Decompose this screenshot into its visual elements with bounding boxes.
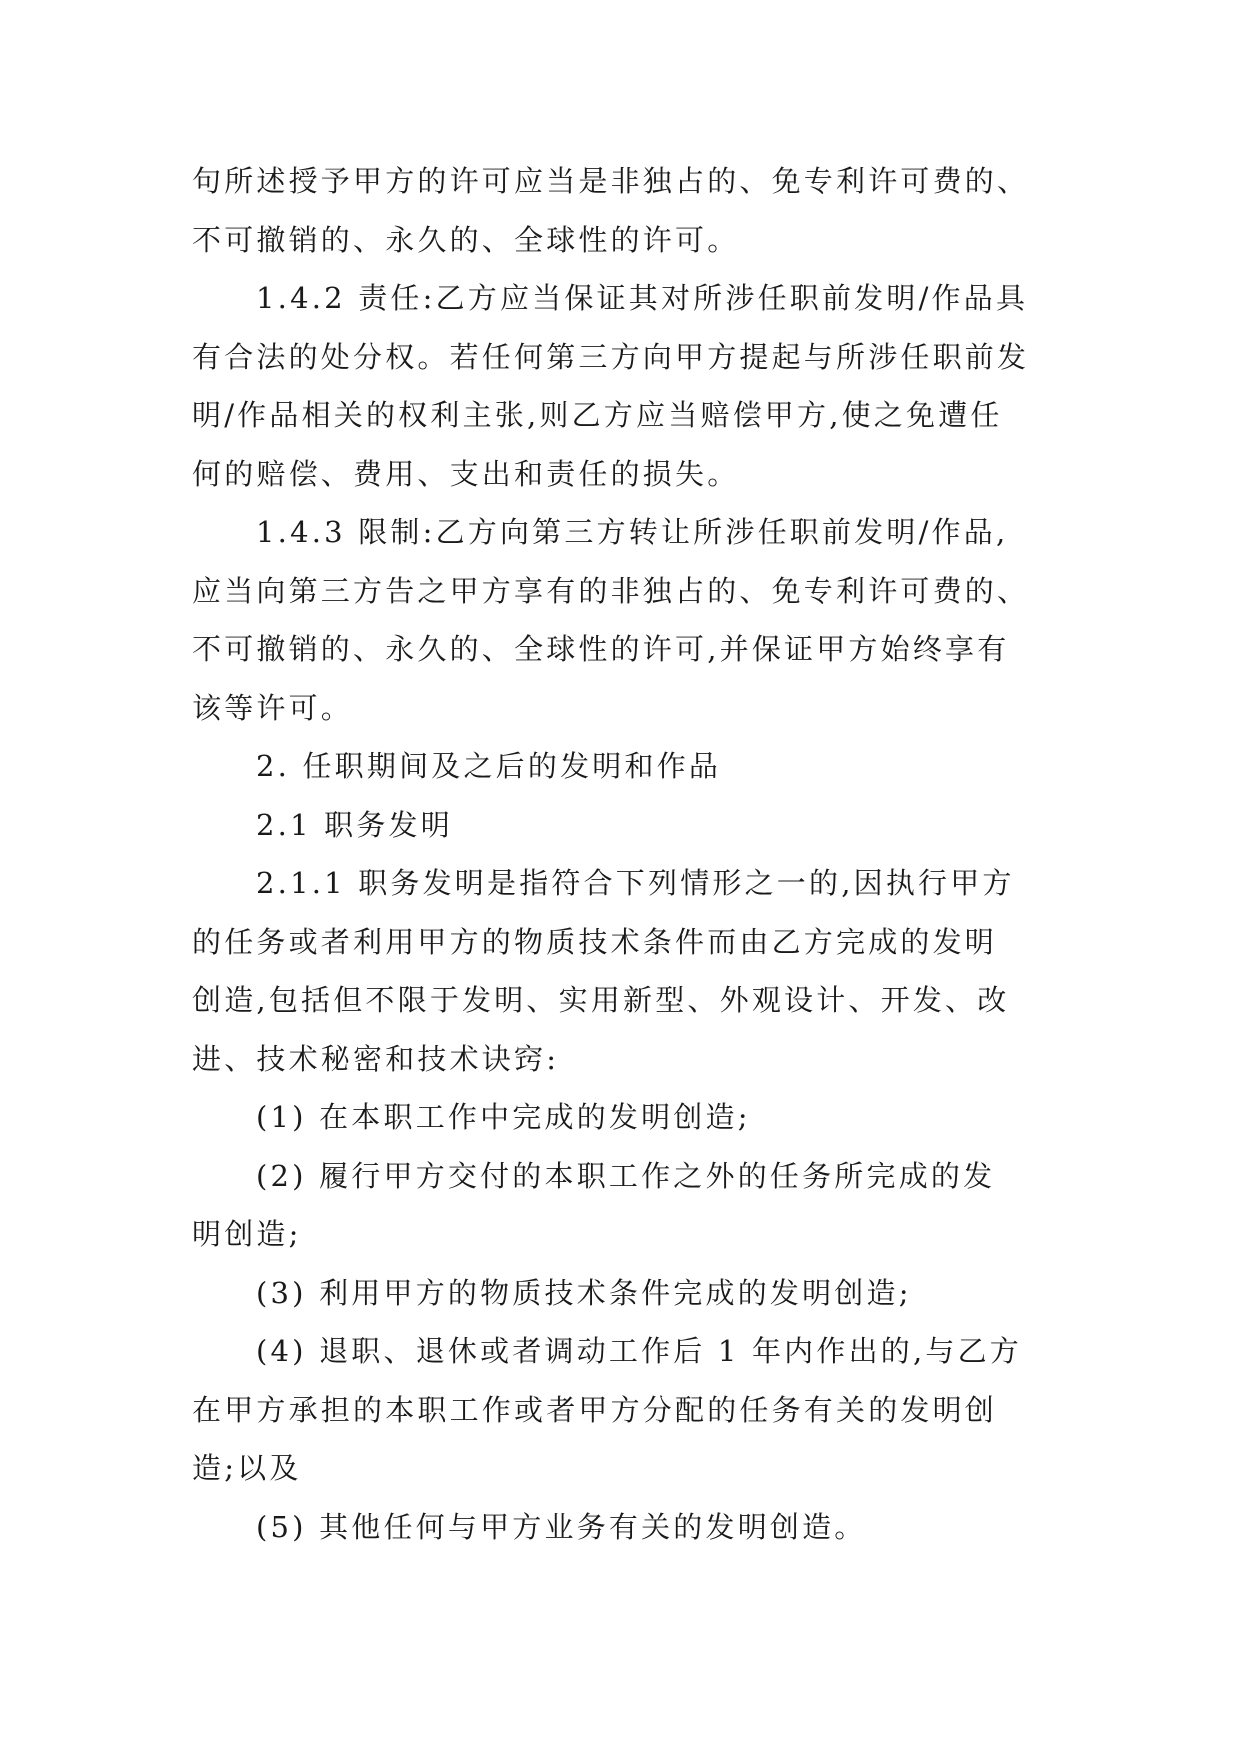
text-line: 明/作品相关的权利主张,则乙方应当赔偿甲方,使之免遭任: [192, 398, 1003, 432]
text-line: 造;以及: [192, 1451, 302, 1485]
list-item: (3) 利用甲方的物质技术条件完成的发明创造;: [256, 1275, 912, 1310]
text-line: 1.4.3 限制:乙方向第三方转让所涉任职前发明/作品,: [256, 515, 1009, 549]
subsection-heading: 2.1 职务发明: [256, 807, 453, 842]
list-item: (4) 退职、退休或者调动工作后 1 年内作出的,与乙方: [256, 1334, 1023, 1368]
text-line: 创造,包括但不限于发明、实用新型、外观设计、开发、改: [192, 983, 1010, 1017]
text-line: 何的赔偿、费用、支出和责任的损失。: [192, 456, 740, 491]
text-line: 该等许可。: [192, 690, 354, 725]
text-line: 明创造;: [192, 1217, 302, 1251]
document-body: [192, 152, 1072, 1556]
text-line: 应当向第三方告之甲方享有的非独占的、免专利许可费的、: [192, 573, 1030, 608]
text-line: 进、技术秘密和技术诀窍:: [192, 1041, 560, 1076]
text-line: 在甲方承担的本职工作或者甲方分配的任务有关的发明创: [192, 1392, 998, 1427]
section-heading: 2. 任职期间及之后的发明和作品: [256, 749, 722, 783]
list-item: (2) 履行甲方交付的本职工作之外的任务所完成的发: [256, 1158, 996, 1193]
list-item: (1) 在本职工作中完成的发明创造;: [256, 1100, 751, 1134]
text-line: 1.4.2 责任:乙方应当保证其对所涉任职前发明/作品具: [256, 281, 1029, 315]
text-line: 有合法的处分权。若任何第三方向甲方提起与所涉任职前发: [192, 339, 1030, 374]
list-item: (5) 其他任何与甲方业务有关的发明创造。: [256, 1509, 867, 1544]
text-line: 2.1.1 职务发明是指符合下列情形之一的,因执行甲方: [256, 866, 1015, 900]
text-line: 句所述授予甲方的许可应当是非独占的、免专利许可费的、: [192, 164, 1030, 198]
text-line: 不可撤销的、永久的、全球性的许可,并保证甲方始终享有: [192, 632, 1010, 666]
text-line: 不可撤销的、永久的、全球性的许可。: [192, 222, 740, 257]
text-line: 的任务或者利用甲方的物质技术条件而由乙方完成的发明: [192, 924, 998, 959]
